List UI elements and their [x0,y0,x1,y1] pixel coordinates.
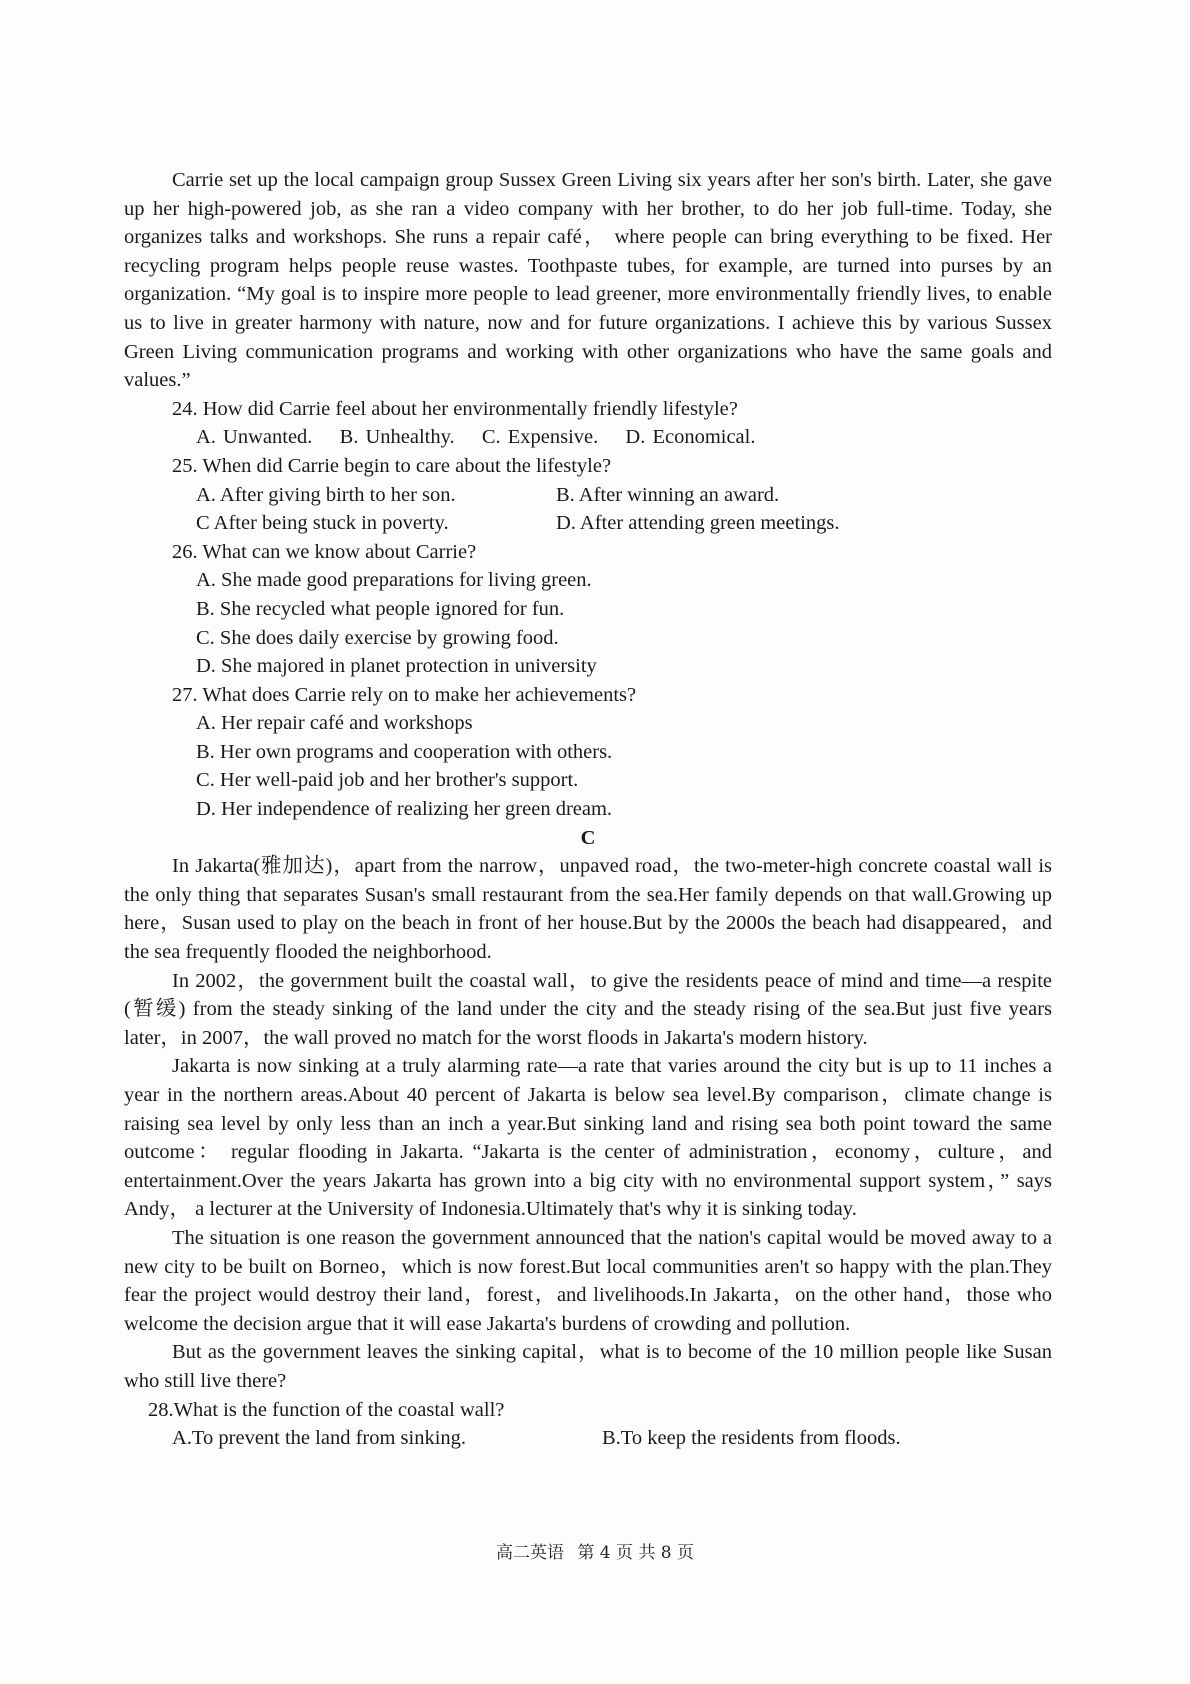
option-b: B.To keep the residents from floods. [602,1427,901,1450]
question-stem: 24. How did Carrie feel about her environmentally friendly lifestyle? [172,397,738,420]
option-d: D. Economical. [625,426,756,449]
question-options [124,481,1052,538]
passage-c-paragraph: In Jakarta(雅加达)，apart from the narrow，unpaved road，the two-meter-high concrete coastal wall is the only thing that separates Susan's small restaurant from the sea.Her family depends on that wall.Growing up here，Susan used to play on the beach in front of her house.But by the 2000s the beach had disappeared，and the sea frequently flooded the neighborhood. [124,855,1052,964]
passage-c-paragraph: But as the government leaves the sinking capital，what is to become of the 10 million people like Susan who still live there? [124,1341,1052,1392]
option-b: B. Her own programs and cooperation with others. [196,740,613,763]
passage-c-paragraph: Jakarta is now sinking at a truly alarming rate—a rate that varies around the city but is up to 11 inches a year in the northern areas.About 40 percent of Jakarta is below sea level.By comparison，climate change is raising sea level by only less than an inch a year.But sinking land and rising sea both point toward the same outcome： regular flooding in Jakarta. “Jakarta is the center of administration，economy，culture，and entertainment.Over the years Jakarta has grown into a big city with no environmental support system，” says Andy， a lecturer at the University of Indonesia.Ultimately that's why it is sinking today. [124,1055,1052,1221]
question-24 [124,395,1052,452]
option-b: B. After winning an award. [556,483,780,506]
option-a: A.To prevent the land from sinking. [172,1427,467,1450]
question-26 [124,538,1052,681]
option-a: A. Unwanted. [196,426,313,449]
option-c: C. Expensive. [481,426,599,449]
question-27 [124,681,1052,824]
page-footer [0,1538,1190,1563]
question-28 [124,1396,1052,1453]
question-stem: 28.What is the function of the coastal wall? [148,1398,505,1421]
question-options [124,423,1052,452]
option-c: C. She does daily exercise by growing food. [196,626,559,649]
option-a: A. Her repair café and workshops [196,712,473,735]
footer-subject: 高二英语 [495,1543,564,1563]
passage-c-paragraph: In 2002，the government built the coastal wall，to give the residents peace of mind and time—a respite (暂缓) from the steady sinking of the land under the city and the steady rising of the sea.But just five years later，in 2007，the wall proved no match for the worst floods in Jakarta's modern history. [124,969,1052,1049]
question-stem: 25. When did Carrie begin to care about the lifestyle? [172,454,612,477]
passage-b-paragraph: Carrie set up the local campaign group Sussex Green Living six years after her son's birth. Later, she gave up her high-powered job, as she ran a video company with her brother, to do her job full-time. Today, she organizes talks and workshops. She runs a repair café， where people can bring everything to be fixed. Her recycling program helps people reuse wastes. Toothpaste tubes, for example, are turned into purses by an organization. “My goal is to inspire more people to lead greener, more environmentally friendly lives, to enable us to live in greater harmony with nature, now and for future organizations. I achieve this by various Sussex Green Living communication programs and working with other organizations who have the same goals and values.” [124,169,1052,392]
question-stem: 27. What does Carrie rely on to make her achievements? [172,683,637,706]
passage-c-paragraph: The situation is one reason the government announced that the nation's capital would be moved away to a new city to be built on Borneo，which is now forest.But local communities aren't so happy with the plan.They fear the project would destroy their land，forest，and livelihoods.In Jakarta，on the other hand，those who welcome the decision argue that it will ease Jakarta's burdens of crowding and pollution. [124,1226,1052,1335]
question-options [124,1424,1052,1453]
footer-page-info: 第 4 页 共 8 页 [577,1543,695,1563]
section-heading-c: C [580,826,596,849]
page-content [124,166,1052,1453]
option-a: A. She made good preparations for living green. [196,569,592,592]
option-c: C. Her well-paid job and her brother's support. [196,769,579,792]
option-b: B. Unhealthy. [339,426,455,449]
option-d: D. After attending green meetings. [556,512,840,535]
question-stem: 26. What can we know about Carrie? [172,540,477,563]
option-d: D. She majored in planet protection in university [196,655,597,678]
option-a: A. After giving birth to her son. [196,483,456,506]
option-c: C After being stuck in poverty. [196,512,449,535]
question-25 [124,452,1052,538]
option-b: B. She recycled what people ignored for fun. [196,597,565,620]
option-d: D. Her independence of realizing her green dream. [196,798,613,821]
